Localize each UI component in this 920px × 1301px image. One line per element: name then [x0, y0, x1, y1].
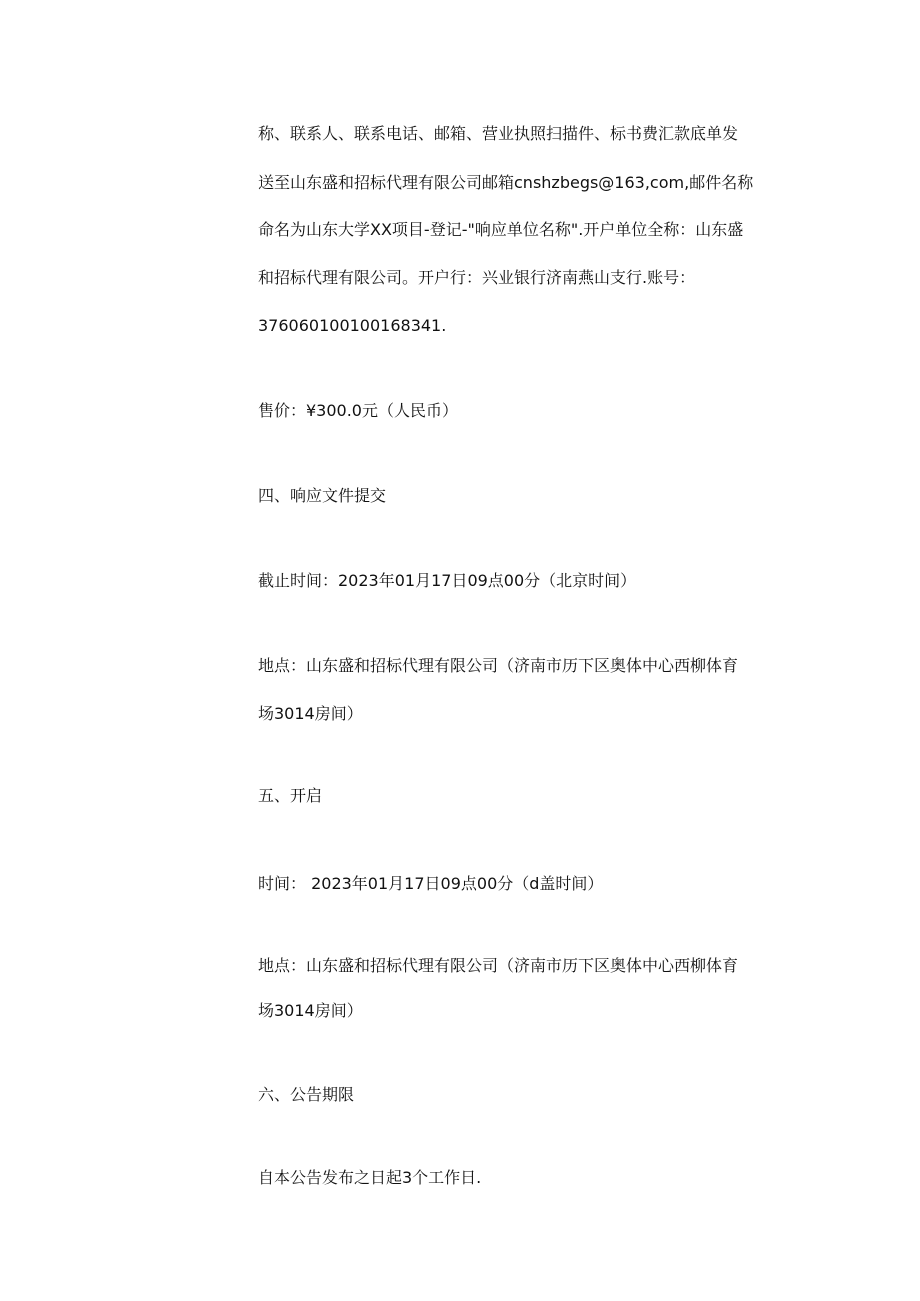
text-line-2: 送至山东盛和招标代理有限公司邮箱cnshzbegs@163,com,邮件名称 [258, 173, 754, 192]
text-line-4: 和招标代理有限公司。开户行：兴业银行济南燕山支行.账号： [258, 268, 696, 287]
text-line-3: 命名为山东大学XX项目-登记-"响应单位名称".开户单位全称：山东盛 [258, 220, 744, 239]
section-heading-notice-period: 六、公告期限 [258, 1085, 355, 1104]
text-line-5: 376060100100168341. [258, 316, 447, 335]
deadline-line: 截止时间：2023年01月17日09点00分（北京时间） [258, 571, 637, 590]
section-heading-opening: 五、开启 [258, 786, 323, 805]
text-line-1: 称、联系人、联系电话、邮箱、营业执照扫描件、标书费汇款底单发 [258, 124, 739, 143]
opening-location-line-1: 地点：山东盛和招标代理有限公司（济南市历下区奥体中心西柳体育 [258, 956, 739, 975]
section-heading-submission: 四、响应文件提交 [258, 486, 387, 505]
price-line: 售价：¥300.0元（人民币） [258, 401, 458, 420]
opening-time-line: 时间： 2023年01月17日09点00分（d盖时间） [258, 874, 604, 893]
opening-location-line-2: 场3014房间） [258, 1001, 363, 1020]
submission-location-line-2: 场3014房间） [258, 704, 363, 723]
submission-location-line-1: 地点：山东盛和招标代理有限公司（济南市历下区奥体中心西柳体育 [258, 656, 739, 675]
notice-period-line: 自本公告发布之日起3个工作日. [258, 1168, 482, 1187]
